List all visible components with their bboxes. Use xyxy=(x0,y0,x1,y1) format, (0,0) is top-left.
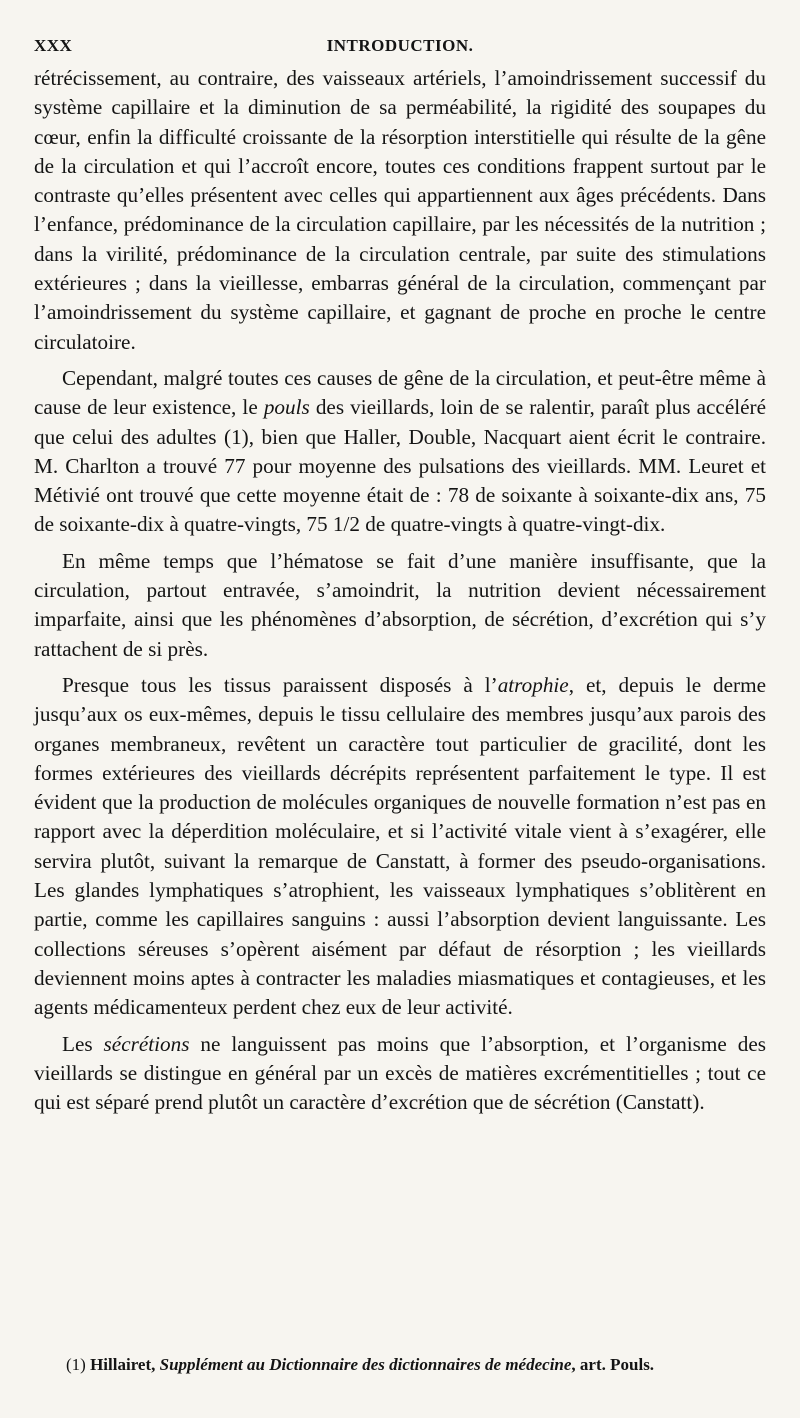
paragraph-4-text-b: , et, depuis le derme jusqu’aux os eux-mêmes, depuis le tissu cellulaire des membres jusqu’aux parois des organes membraneux, revêtent un caractère tout particulier de gracilité, dont les formes extérieures des vieillards décrépits représentent parfaitement le type. Il est évident que la production de molécules organiques de nouvelle formation n’est pas en rapport avec la déperdition moléculaire, et si l’activité vitale vient à s’exagérer, elle servira plutôt, suivant la remarque de Canstatt, à former des pseudo-organisations. Les glandes lymphatiques s’atrophient, les vaisseaux lymphatiques s’oblitèrent en partie, comme les capillaires sanguins : aussi l’absorption devient languissante. Les collections séreuses s’opèrent aisément par défaut de résorption ; les vieillards deviennent moins aptes à contracter les maladies miasmatiques et contagieuses, et les agents médicamenteux perdent chez eux de leur activité. xyxy=(34,672,766,1020)
paragraph-5-text-a: Les xyxy=(62,1031,104,1056)
running-title: INTRODUCTION. xyxy=(326,36,474,55)
paragraph-2-text-b: des vieillards, loin de se ralentir, paraît plus accéléré que celui des adultes (1), bien que Haller, Double, Nacquart aient écrit le contraire. M. Charlton a trouvé 77 pour moyenne des pulsations des vieillards. MM. Leuret et Métivié ont trouvé que cette moyenne était de : 78 de soixante à soixante-dix ans, 75 de soixante-dix à quatre-vingts, 75 1/2 de quatre-vingts à quatre-vingt-dix. xyxy=(34,395,766,537)
paragraph-5-emphasis: sécrétions xyxy=(103,1031,190,1056)
running-head xyxy=(34,34,766,64)
body-text xyxy=(34,64,766,1117)
paragraph-4-emphasis: atrophie xyxy=(497,672,569,697)
paragraph-2-text-a: Cependant, malgré toutes ces causes de gêne de la circulation, et peut-être même à cause de leur existence, le xyxy=(34,365,766,420)
footnote-work-title: Supplément au Dictionnaire des dictionnaires de médecine xyxy=(159,1355,572,1374)
paragraph-5-text-b: ne languissent pas moins que l’absorption, et l’organisme des vieillards se distingue en général par un excès de matières excrémentitielles ; tout ce qui est séparé prend plutôt un caractère d’excrétion que de sécrétion (Canstatt). xyxy=(34,1031,766,1115)
page-number: XXX xyxy=(34,36,73,55)
paragraph-5 xyxy=(34,1030,766,1118)
paragraph-4 xyxy=(34,671,766,1023)
footnote-reference: , art. Pouls. xyxy=(571,1355,655,1374)
footnote-author: Hillairet, xyxy=(90,1355,160,1374)
paragraph-1: rétrécissement, au contraire, des vaisseaux artériels, l’amoindrissement successif du système capillaire et la diminution de sa perméabilité, la rigidité des soupapes du cœur, enfin la difficulté croissante de la résorption interstitielle qui résulte de la gêne de la circulation et qui l’accroît encore, toutes ces conditions frappent surtout par le contraste qu’elles présentent avec celles qui appartiennent aux âges précédents. Dans l’enfance, prédominance de la circulation capillaire, par les nécessités de la nutrition ; dans la virilité, prédominance de la circulation centrale, par suite des stimulations extérieures ; dans la vieillesse, embarras général de la circulation, commençant par l’amoindrissement du système capillaire, et gagnant de proche en proche le centre circulatoire. xyxy=(34,66,766,354)
footnote-marker: (1) xyxy=(66,1355,91,1374)
paragraph-3: En même temps que l’hématose se fait d’une manière insuffisante, que la circulation, partout entravée, s’amoindrit, la nutrition devient nécessairement imparfaite, ainsi que les phénomènes d’absorption, de sécrétion, d’excrétion qui s’y rattachent de si près. xyxy=(34,548,766,661)
paragraph-4-text-a: Presque tous les tissus paraissent disposés à l’ xyxy=(62,672,498,697)
paragraph-2-emphasis: pouls xyxy=(263,395,310,420)
footnote xyxy=(66,1353,770,1377)
paragraph-2 xyxy=(34,364,766,540)
